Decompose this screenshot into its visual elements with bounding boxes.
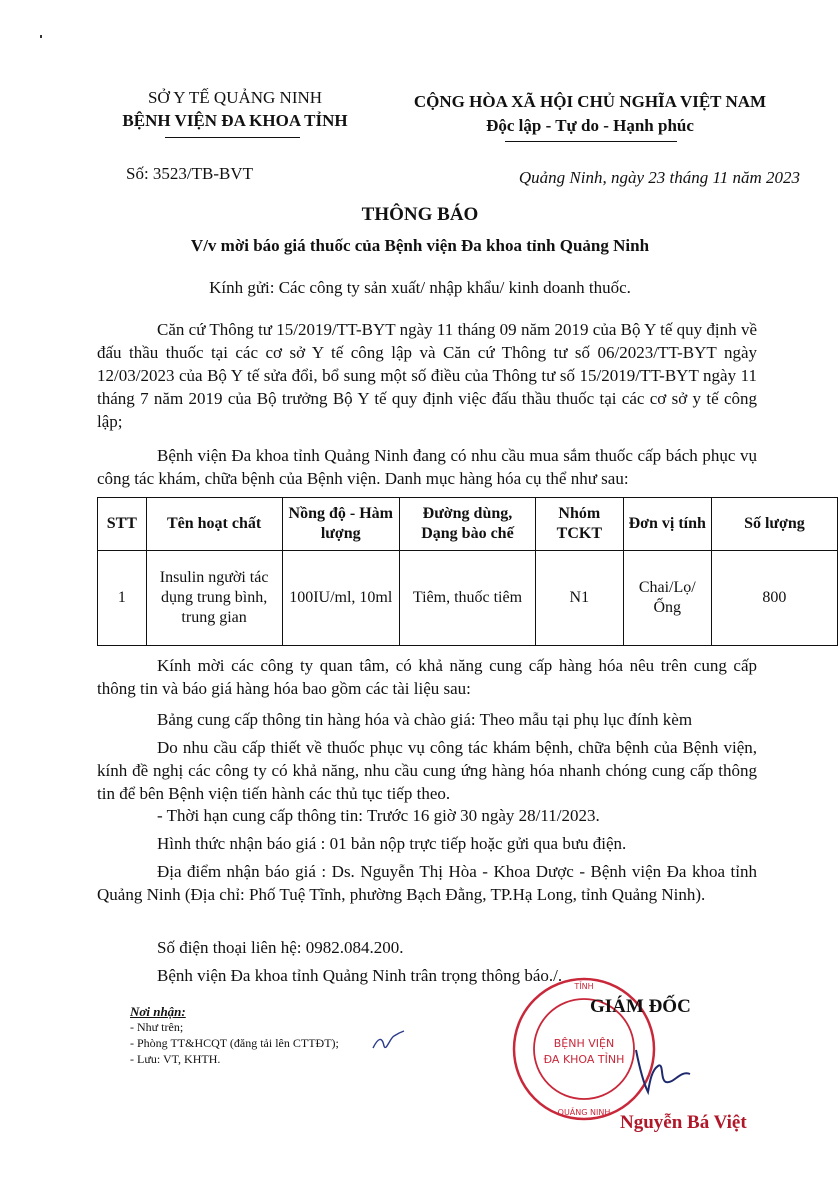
org-underline xyxy=(165,137,300,138)
org-parent: SỞ Y TẾ QUẢNG NINH xyxy=(147,88,323,107)
signer-name: Nguyễn Bá Việt xyxy=(620,1112,747,1133)
recipients-heading: Nơi nhận: xyxy=(130,1004,186,1019)
cell-concentration: 100IU/ml, 10ml xyxy=(282,551,399,646)
motto: Độc lập - Tự do - Hạnh phúc xyxy=(486,116,694,135)
paragraph-deadline: - Thời hạn cung cấp thông tin: Trước 16 giờ 30 ngày 28/11/2023. xyxy=(157,806,600,825)
svg-text:BỆNH VIỆN: BỆNH VIỆN xyxy=(553,1037,615,1050)
republic-header: CỘNG HÒA XÃ HỘI CHỦ NGHĨA VIỆT NAM xyxy=(413,92,767,111)
paragraph-phone: Số điện thoại liên hệ: 0982.084.200. xyxy=(157,938,404,957)
cell-group: N1 xyxy=(535,551,623,646)
motto-underline xyxy=(505,141,677,142)
document-title: THÔNG BÁO xyxy=(361,204,479,225)
scan-speck xyxy=(40,35,42,38)
handwritten-signature-icon xyxy=(630,1040,700,1100)
recipient-item: - Như trên; xyxy=(130,1020,184,1034)
paragraph-need: Bệnh viện Đa khoa tỉnh Quảng Ninh đang có nhu cầu mua sắm thuốc cấp bách phục vụ công tác khám, chữa bệnh của Bệnh viện. Danh mục hàng hóa cụ thể như sau: xyxy=(97,446,757,488)
paragraph-closing: Bệnh viện Đa khoa tỉnh Quảng Ninh trân trọng thông báo./. xyxy=(157,966,563,985)
col-quantity: Số lượng xyxy=(711,498,837,551)
svg-text:ĐA KHOA TỈNH: ĐA KHOA TỈNH xyxy=(543,1053,625,1066)
paragraph-urgency: Do nhu cầu cấp thiết về thuốc phục vụ công tác khám bệnh, chữa bệnh của Bệnh viện, kính đề nghị các công ty có khả năng, nhu cầu cung ứng hàng hóa nhanh chóng cung cấp thông tin để bên Bệnh viện tiến hành các thủ tục tiếp theo. xyxy=(97,738,757,803)
date-line: Quảng Ninh, ngày 23 tháng 11 năm 2023 xyxy=(518,168,800,187)
recipient-item: - Lưu: VT, KHTH. xyxy=(130,1052,221,1066)
greeting: Kính gửi: Các công ty sản xuất/ nhập khẩu/ kinh doanh thuốc. xyxy=(209,278,631,297)
col-group: Nhóm TCKT xyxy=(535,498,623,551)
drug-table xyxy=(97,497,838,646)
svg-text:QUẢNG NINH: QUẢNG NINH xyxy=(557,1108,611,1117)
org-name: BỆNH VIỆN ĐA KHOA TỈNH xyxy=(122,111,348,130)
table-header-row xyxy=(98,498,838,551)
cell-unit: Chai/Lọ/ Ống xyxy=(623,551,711,646)
document-subtitle: V/v mời báo giá thuốc của Bệnh viện Đa khoa tỉnh Quảng Ninh xyxy=(190,236,650,255)
cell-stt: 1 xyxy=(98,551,147,646)
svg-text:TỈNH: TỈNH xyxy=(574,982,594,991)
col-stt: STT xyxy=(98,498,147,551)
table-row xyxy=(98,551,838,646)
cell-quantity: 800 xyxy=(711,551,837,646)
paragraph-location: Địa điểm nhận báo giá : Ds. Nguyễn Thị Hòa - Khoa Dược - Bệnh viện Đa khoa tỉnh Quảng Ninh (Địa chỉ: Phố Tuệ Tĩnh, phường Bạch Đằng, TP.Hạ Long, tỉnh Quảng Ninh). xyxy=(97,862,757,904)
document-number: Số: 3523/TB-BVT xyxy=(126,164,254,183)
signer-title: GIÁM ĐỐC xyxy=(590,996,691,1017)
col-concentration: Nồng độ - Hàm lượng xyxy=(282,498,399,551)
cell-active-ingredient: Insulin người tác dụng trung bình, trung gian xyxy=(146,551,282,646)
col-unit: Đơn vị tính xyxy=(623,498,711,551)
recipient-item: - Phòng TT&HCQT (đăng tải lên CTTĐT); xyxy=(130,1036,339,1050)
initial-mark-icon xyxy=(370,1028,406,1054)
col-active-ingredient: Tên hoạt chất xyxy=(146,498,282,551)
paragraph-legal-basis: Căn cứ Thông tư 15/2019/TT-BYT ngày 11 tháng 09 năm 2019 của Bộ Y tế quy định về đấu thầu thuốc tại các cơ sở Y tế công lập và Căn cứ Thông tư số 06/2023/TT-BYT ngày 12/03/2023 của Bộ Y tế sửa đổi, bổ sung một số điều của Thông tư số 15/2019/TT-BYT ngày 11 tháng 7 năm 2019 của Bộ trưởng Bộ Y tế quy định việc đấu thầu thuốc tại các cơ sở y tế công lập; xyxy=(97,320,757,431)
paragraph-invitation: Kính mời các công ty quan tâm, có khả năng cung cấp hàng hóa nêu trên cung cấp thông tin và báo giá hàng hóa bao gồm các tài liệu sau: xyxy=(97,656,757,698)
paragraph-submission-method: Hình thức nhận báo giá : 01 bản nộp trực tiếp hoặc gửi qua bưu điện. xyxy=(157,834,627,853)
col-route-form: Đường dùng, Dạng bào chế xyxy=(399,498,535,551)
cell-route-form: Tiêm, thuốc tiêm xyxy=(399,551,535,646)
paragraph-documents: Bảng cung cấp thông tin hàng hóa và chào giá: Theo mẫu tại phụ lục đính kèm xyxy=(157,710,693,729)
